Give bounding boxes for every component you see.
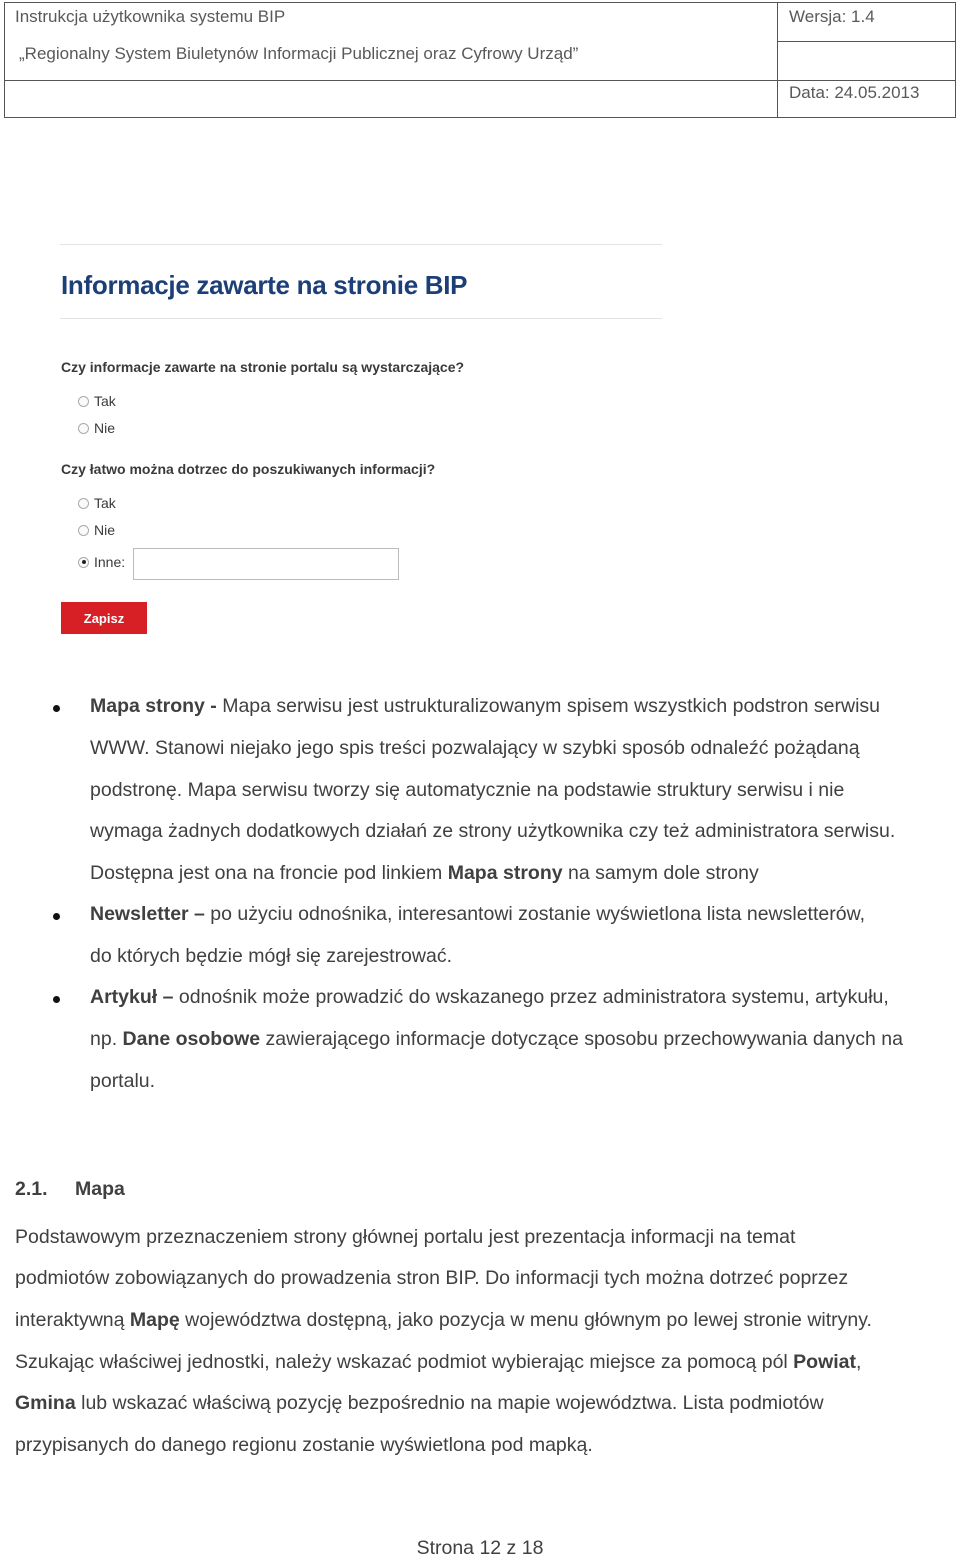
paragraph-line: przypisanych do danego regionu zostanie wyświetlona pod mapką.: [15, 1434, 593, 1456]
paragraph-line: Szukając właściwej jednostki, należy wskazać podmiot wybierając miejsce za pomocą pól Powiat,: [15, 1351, 862, 1373]
paragraph-line: Podstawowym przeznaczeniem strony głównej portalu jest prezentacja informacji na temat: [15, 1226, 796, 1248]
list-item-mapa-line4: wymaga żadnych dodatkowych działań ze strony użytkownika czy też administratora serwisu.: [90, 820, 896, 842]
radio-checked-icon[interactable]: [78, 557, 89, 568]
question-2: Czy łatwo można dotrzec do poszukiwanych informacji?: [61, 461, 436, 477]
bullet-icon: [53, 705, 60, 712]
q2-option-tak[interactable]: Tak: [78, 495, 116, 511]
list-item-mapa-line5: Dostępna jest ona na froncie pod linkiem Mapa strony na samym dole strony: [90, 862, 759, 884]
document-header: [4, 2, 956, 118]
list-item-artykul-line1: Artykuł – odnośnik może prowadzić do wskazanego przez administratora systemu, artykułu,: [90, 986, 889, 1008]
question-1: Czy informacje zawarte na stronie portalu są wystarczające?: [61, 359, 465, 375]
form-title: Informacje zawarte na stronie BIP: [61, 270, 468, 300]
q1-option-tak[interactable]: Tak: [78, 393, 116, 409]
list-item-mapa-line1: Mapa strony - Mapa serwisu jest ustrukturalizowanym spisem wszystkich podstron serwisu: [90, 695, 881, 717]
q2-option-inne[interactable]: Inne:: [78, 554, 125, 570]
other-input[interactable]: [133, 548, 399, 580]
list-item-artykul-line3: portalu.: [90, 1070, 156, 1092]
version: Wersja: 1.4: [789, 7, 875, 26]
q2-option-nie[interactable]: Nie: [78, 522, 115, 538]
list-item-newsletter-line1: Newsletter – po użyciu odnośnika, interesantowi zostanie wyświetlona lista newsletterów,: [90, 903, 865, 925]
bullet-icon: [53, 913, 60, 920]
date: Data: 24.05.2013: [789, 83, 920, 102]
bullet-icon: [53, 996, 60, 1003]
survey-form-screenshot: [60, 240, 664, 640]
submit-button[interactable]: Zapisz: [61, 602, 147, 634]
list-item-newsletter-line2: do których będzie mógł się zarejestrować.: [90, 945, 452, 967]
radio-icon[interactable]: [78, 525, 89, 536]
list-item-artykul-line2: np. Dane osobowe zawierającego informacje dotyczące sposobu przechowywania danych na: [90, 1028, 903, 1050]
paragraph-line: podmiotów zobowiązanych do prowadzenia stron BIP. Do informacji tych można dotrzeć poprzez: [15, 1267, 849, 1289]
section-heading: 2.1. Mapa: [15, 1178, 125, 1200]
radio-icon[interactable]: [78, 423, 89, 434]
list-item-mapa-line2: WWW. Stanowi niejako jego spis treści pozwalający w szybki sposób odnaleźć pożądaną: [90, 737, 860, 759]
paragraph-line: Gmina lub wskazać właściwą pozycję bezpośrednio na mapie województwa. Lista podmiotów: [15, 1392, 824, 1414]
radio-icon[interactable]: [78, 396, 89, 407]
q1-option-nie[interactable]: Nie: [78, 420, 115, 436]
system-name: „Regionalny System Biuletynów Informacji Publicznej oraz Cyfrowy Urząd”: [19, 44, 579, 63]
radio-icon[interactable]: [78, 498, 89, 509]
paragraph-line: interaktywną Mapę województwa dostępną, jako pozycja w menu głównym po lewej stronie witryny.: [15, 1309, 872, 1331]
page-number: Strona 12 z 18: [416, 1537, 544, 1559]
doc-title: Instrukcja użytkownika systemu BIP: [15, 7, 286, 26]
list-item-mapa-line3: podstronę. Mapa serwisu tworzy się automatycznie na podstawie struktury serwisu i nie: [90, 779, 845, 801]
